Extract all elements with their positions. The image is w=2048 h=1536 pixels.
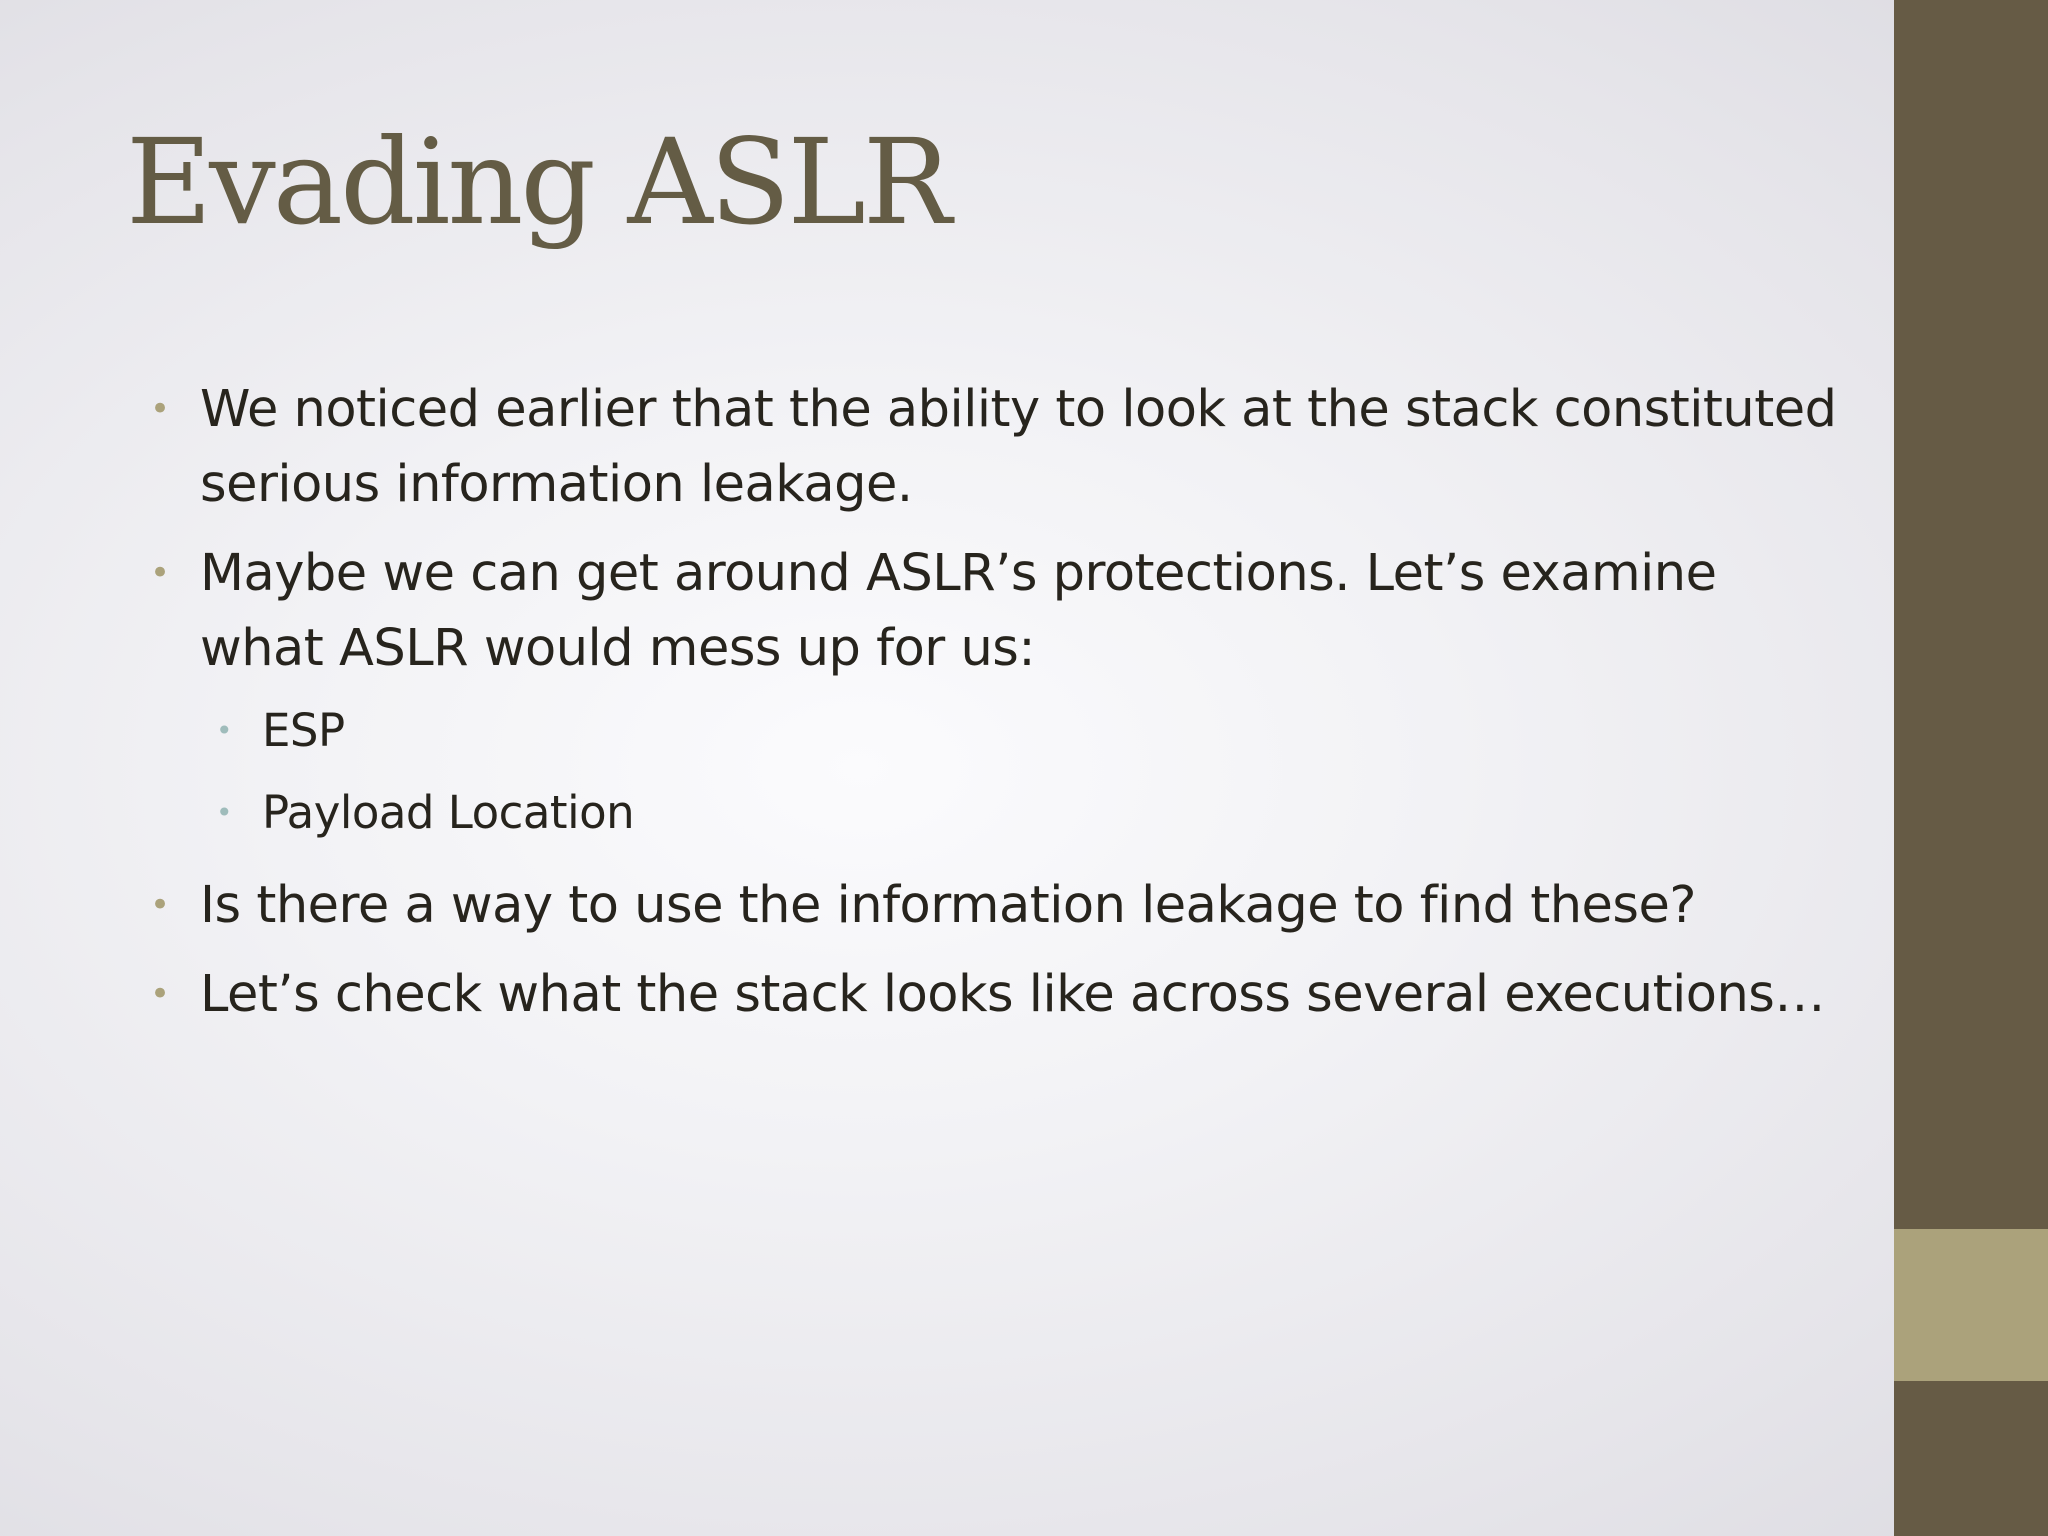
bullet-list bbox=[148, 372, 1848, 1046]
bullet-text: We noticed earlier that the ability to look at the stack constituted serious information leakage. bbox=[200, 380, 1837, 514]
bullet-text: Is there a way to use the information leakage to find these? bbox=[200, 876, 1696, 935]
bullet-text: Let’s check what the stack looks like across several executions… bbox=[200, 965, 1825, 1024]
sub-bullet-list bbox=[200, 690, 1848, 854]
bullet-dot-icon: • bbox=[150, 974, 170, 1014]
sub-bullet-text: Payload Location bbox=[262, 786, 635, 839]
bullet-dot-icon: • bbox=[150, 553, 170, 593]
side-decoration-accent bbox=[1894, 1229, 2048, 1381]
bullet-text: Maybe we can get around ASLR’s protections. Let’s examine what ASLR would mess up for us: bbox=[200, 544, 1717, 678]
slide-title: Evading ASLR bbox=[126, 113, 949, 251]
bullet-item bbox=[148, 957, 1848, 1032]
bullet-item bbox=[148, 536, 1848, 854]
bullet-item bbox=[148, 372, 1848, 522]
sub-bullet-item bbox=[148, 772, 1848, 854]
sub-bullet-item bbox=[148, 690, 1848, 772]
sub-bullet-dot-icon: • bbox=[216, 796, 233, 829]
sub-bullet-dot-icon: • bbox=[216, 714, 233, 747]
sub-bullet-text: ESP bbox=[262, 704, 345, 757]
bullet-dot-icon: • bbox=[150, 389, 170, 429]
bullet-dot-icon: • bbox=[150, 885, 170, 925]
bullet-item bbox=[148, 868, 1848, 943]
